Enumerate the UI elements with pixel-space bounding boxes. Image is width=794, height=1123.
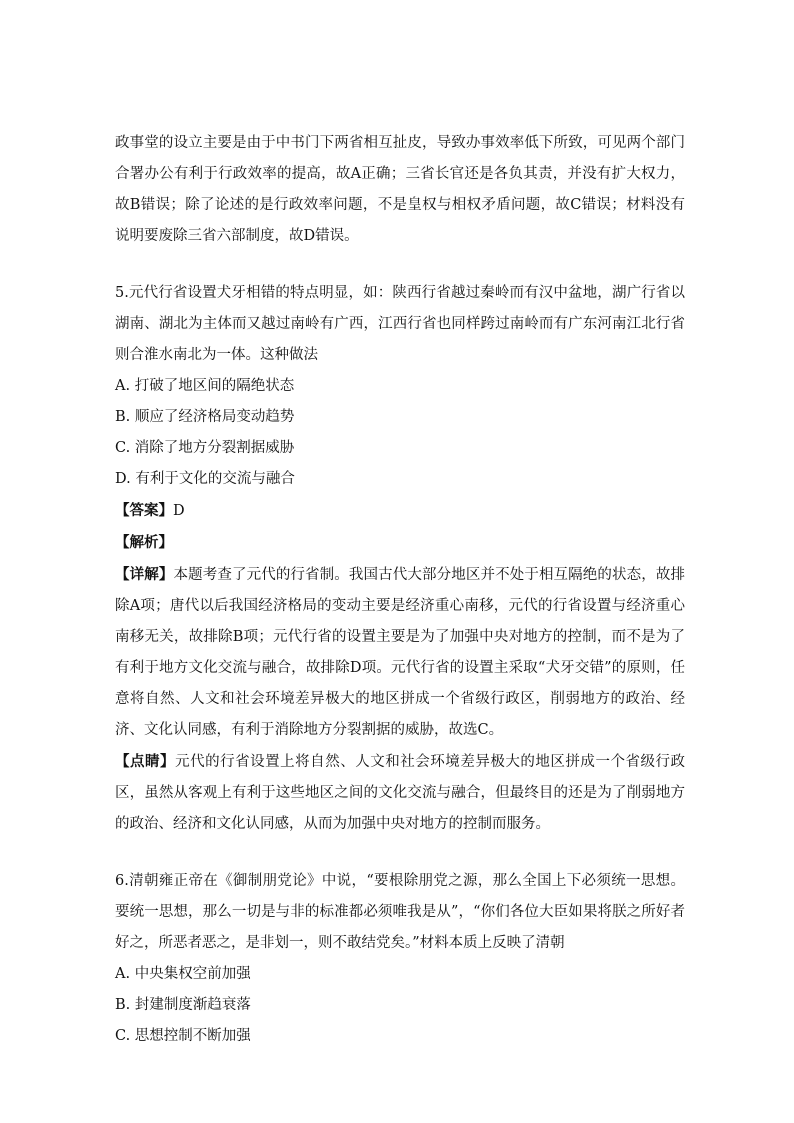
question-5-note <box>115 746 685 840</box>
question-6-option-c: C. 思想控制不断加强 <box>115 1028 251 1044</box>
question-6-stem: 6.清朝雍正帝在《御制朋党论》中说，“要根除朋党之源，那么全国上下必须统一思想。要统一思想，那么一切是与非的标准都必须唯我是从”，“你们各位大臣如果将朕之所好者好之，所恶者恶之，是非划一，则不敢结党矣。”材料本质上反映了清朝 <box>115 873 685 951</box>
detail-text: 本题考查了元代的行省制。我国古代大部分地区并不处于相互隔绝的状态，故排除A项；唐代以后我国经济格局的变动主要是经济重心南移，元代的行省设置与经济重心南移无关，故排除B项；元代行省的设置主要是为了加强中央对地方的控制，而不是为了有利于地方文化交流与融合，故排除D项。元代行省的设置主采取“犬牙交错”的原则，任意将自然、人文和社会环境差异极大的地区拼成一个省级行政区，削弱地方的政治、经济、文化认同感，有利于消除地方分裂割据的威胁，故选C。 <box>115 567 686 738</box>
previous-analysis-continuation: 政事堂的设立主要是由于中书门下两省相互扯皮，导致办事效率低下所致，可见两个部门合署办公有利于行政效率的提高，故A正确；三省长官还是各负其责，并没有扩大权力，故B错误；除了论述的是行政效率问题，不是皇权与相权矛盾问题，故C错误；材料没有说明要废除三省六部制度，故D错误。 <box>115 135 685 244</box>
note-text: 元代的行省设置上将自然、人文和社会环境差异极大的地区拼成一个省级行政区，虽然从客观上有利于这些地区之间的文化交流与融合，但最终目的还是为了削弱地方的政治、经济和文化认同感，从而为加强中央对地方的控制而服务。 <box>115 754 686 832</box>
spacer <box>115 840 685 866</box>
answer-value: D <box>173 503 185 519</box>
spacer <box>115 252 685 278</box>
note-label: 【点睛】 <box>115 753 176 770</box>
question-5-option-b: B. 顺应了经济格局变动趋势 <box>115 409 295 425</box>
analysis-label: 【解析】 <box>115 534 173 551</box>
question-6-option-a: A. 中央集权空前加强 <box>115 966 251 982</box>
answer-label: 【答案】 <box>115 502 173 519</box>
question-5-answer <box>115 495 685 527</box>
question-6-option-b: B. 封建制度渐趋衰落 <box>115 997 251 1013</box>
question-5-analysis-heading <box>115 527 685 559</box>
question-5-detail <box>115 559 685 746</box>
question-5-option-a: A. 打破了地区间的隔绝状态 <box>115 378 295 394</box>
question-5-option-c: C. 消除了地方分裂割据威胁 <box>115 440 295 456</box>
question-5-stem: 5.元代行省设置犬牙相错的特点明显，如：陕西行省越过秦岭而有汉中盆地，湖广行省以湖南、湖北为主体而又越过南岭有广西，江西行省也同样跨过南岭而有广东河南江北行省则合淮水南北为一体。这种做法 <box>115 285 685 363</box>
detail-label: 【详解】 <box>115 566 174 583</box>
question-5-option-d: D. 有利于文化的交流与融合 <box>115 471 295 487</box>
document-page <box>115 128 685 1052</box>
